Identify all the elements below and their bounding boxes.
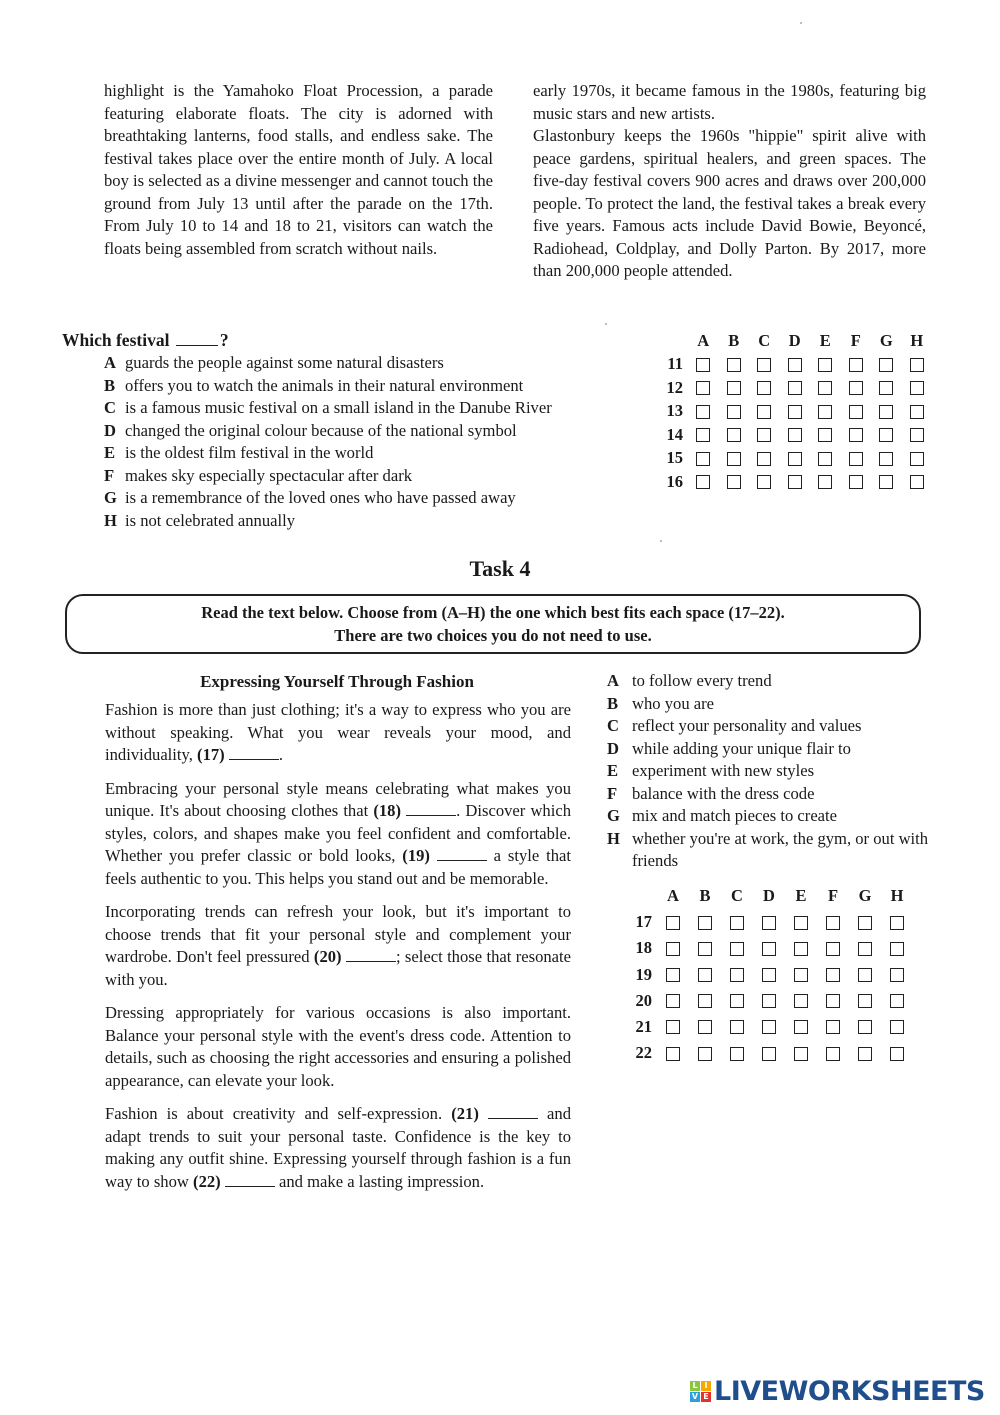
answer-checkbox-20-b[interactable] [698, 994, 712, 1008]
row-number: 21 [635, 1017, 652, 1037]
answer-checkbox-20-a[interactable] [666, 994, 680, 1008]
answer-checkbox-11-g[interactable] [879, 358, 893, 372]
grid-column-header: C [758, 330, 771, 350]
option-letter: B [607, 693, 619, 713]
answer-checkbox-21-e[interactable] [794, 1020, 808, 1034]
task3-answer-grid [657, 329, 932, 494]
answer-checkbox-21-h[interactable] [890, 1020, 904, 1034]
instruction-line-1: Read the text below. Choose from (A–H) the one which best fits each space (17–22). [201, 603, 785, 622]
option-text: to follow every trend [632, 671, 772, 690]
instruction-line-2: There are two choices you do not need to use. [334, 626, 652, 645]
answer-checkbox-20-g[interactable] [858, 994, 872, 1008]
question-blank [176, 331, 218, 346]
answer-checkbox-11-b[interactable] [727, 358, 741, 372]
logo-tile: I [701, 1381, 711, 1391]
fashion-paragraph-2 [105, 778, 571, 891]
task3-option-d [104, 420, 552, 443]
text-segment: and make a lasting impression. [279, 1171, 485, 1191]
grid-column-header: D [788, 330, 801, 350]
row-number: 18 [635, 938, 652, 958]
answer-checkbox-21-a[interactable] [666, 1020, 680, 1034]
option-letter: C [104, 398, 116, 417]
row-number: 20 [635, 990, 652, 1010]
task4-option-h [607, 828, 937, 873]
answer-checkbox-16-a[interactable] [696, 475, 710, 489]
fashion-text-title: Expressing Yourself Through Fashion [200, 672, 474, 691]
grid-row-22 [625, 1040, 913, 1066]
answer-checkbox-18-g[interactable] [858, 942, 872, 956]
gap-number-19: (19) [402, 846, 430, 865]
answer-checkbox-13-d[interactable] [788, 405, 802, 419]
answer-checkbox-22-f[interactable] [826, 1047, 840, 1061]
task4-option-e [607, 760, 937, 783]
row-number: 12 [666, 377, 683, 397]
answer-checkbox-11-e[interactable] [818, 358, 832, 372]
task4-option-c [607, 715, 937, 738]
answer-checkbox-20-c[interactable] [730, 994, 744, 1008]
answer-checkbox-22-d[interactable] [762, 1047, 776, 1061]
answer-checkbox-19-b[interactable] [698, 968, 712, 982]
answer-checkbox-12-b[interactable] [727, 381, 741, 395]
answer-checkbox-12-g[interactable] [879, 381, 893, 395]
scan-speck [800, 22, 802, 24]
task4-option-b [607, 693, 937, 716]
answer-checkbox-18-e[interactable] [794, 942, 808, 956]
answer-checkbox-14-e[interactable] [818, 428, 832, 442]
gap-blank-19 [437, 846, 487, 861]
answer-checkbox-12-h[interactable] [910, 381, 924, 395]
answer-checkbox-11-a[interactable] [696, 358, 710, 372]
fashion-text-body [105, 699, 571, 1204]
answer-checkbox-19-a[interactable] [666, 968, 680, 982]
answer-checkbox-16-d[interactable] [788, 475, 802, 489]
answer-checkbox-14-f[interactable] [849, 428, 863, 442]
festival-text-right-column [533, 80, 926, 283]
fashion-paragraph-3 [105, 901, 571, 991]
option-letter: A [607, 671, 619, 690]
task3-option-c [104, 397, 552, 420]
answer-checkbox-15-h[interactable] [910, 452, 924, 466]
answer-checkbox-19-f[interactable] [826, 968, 840, 982]
gap-blank-17 [229, 745, 279, 760]
row-number: 14 [666, 424, 683, 444]
answer-checkbox-15-f[interactable] [849, 452, 863, 466]
answer-checkbox-20-f[interactable] [826, 994, 840, 1008]
grid-row-12 [657, 376, 932, 400]
answer-checkbox-21-f[interactable] [826, 1020, 840, 1034]
task-4-heading: Task 4 [469, 556, 531, 581]
answer-checkbox-22-c[interactable] [730, 1047, 744, 1061]
grid-row-21 [625, 1014, 913, 1040]
option-letter: B [104, 375, 116, 395]
question-suffix: ? [219, 330, 229, 350]
kyoto-festival-paragraph: highlight is the Yamahoko Float Procession, a parade featuring elaborate floats. The city is adorned with breathtaking lanterns, food stalls, and endless sake. The festival takes place over the entire month of July. A local boy is selected as a divine messenger and cannot touch the ground from July 13 until after the parade on the 17th. From July 10 to 14 and 18 to 21, visitors can watch the floats being assembled from scratch without nails. [104, 81, 493, 258]
answer-checkbox-20-e[interactable] [794, 994, 808, 1008]
answer-checkbox-15-d[interactable] [788, 452, 802, 466]
grid-corner [625, 883, 657, 909]
grid-column-header: F [850, 330, 861, 350]
grid-column-header: E [819, 330, 831, 350]
option-letter: E [607, 761, 619, 780]
answer-checkbox-12-a[interactable] [696, 381, 710, 395]
grid-row-14 [657, 423, 932, 447]
task4-option-g [607, 805, 937, 828]
answer-checkbox-17-g[interactable] [858, 916, 872, 930]
answer-checkbox-17-a[interactable] [666, 916, 680, 930]
answer-checkbox-14-g[interactable] [879, 428, 893, 442]
answer-checkbox-11-c[interactable] [757, 358, 771, 372]
option-text: who you are [632, 693, 715, 713]
answer-checkbox-17-h[interactable] [890, 916, 904, 930]
option-letter: A [104, 353, 116, 372]
answer-checkbox-20-d[interactable] [762, 994, 776, 1008]
answer-checkbox-15-e[interactable] [818, 452, 832, 466]
option-text: reflect your personality and values [632, 716, 862, 735]
answer-checkbox-22-b[interactable] [698, 1047, 712, 1061]
gap-blank-21 [488, 1104, 538, 1119]
gap-number-18: (18) [373, 801, 401, 820]
gap-number-20: (20) [313, 947, 342, 966]
option-text: is the oldest film festival in the world [125, 443, 374, 462]
answer-checkbox-19-d[interactable] [762, 968, 776, 982]
answer-checkbox-11-h[interactable] [910, 358, 924, 372]
answer-checkbox-18-a[interactable] [666, 942, 680, 956]
logo-tiles-icon [690, 1381, 711, 1402]
answer-checkbox-16-f[interactable] [849, 475, 863, 489]
answer-checkbox-14-d[interactable] [788, 428, 802, 442]
scan-speck [605, 323, 607, 325]
answer-checkbox-19-h[interactable] [890, 968, 904, 982]
answer-checkbox-16-e[interactable] [818, 475, 832, 489]
answer-checkbox-12-f[interactable] [849, 381, 863, 395]
grid-column-header: C [731, 886, 743, 906]
answer-checkbox-12-e[interactable] [818, 381, 832, 395]
option-letter: G [607, 806, 620, 825]
gap-blank-18 [406, 801, 456, 816]
answer-checkbox-18-h[interactable] [890, 942, 904, 956]
grid-column-header: A [667, 886, 679, 906]
answer-checkbox-22-a[interactable] [666, 1047, 680, 1061]
fashion-paragraph-4: Dressing appropriately for various occasions is also important. Balance your personal style with the event's dress code. Attention to details, such as choosing the right accessories and ensuring a polished appearance, can elevate your look. [105, 1003, 571, 1090]
answer-checkbox-13-c[interactable] [757, 405, 771, 419]
answer-checkbox-17-f[interactable] [826, 916, 840, 930]
option-text: changed the original colour because of the national symbol [125, 420, 517, 440]
grid-column-header: B [728, 330, 740, 350]
answer-checkbox-18-d[interactable] [762, 942, 776, 956]
task3-option-f [104, 465, 552, 488]
answer-checkbox-13-e[interactable] [818, 405, 832, 419]
fashion-paragraph-5 [105, 1103, 571, 1193]
grid-row-11 [657, 353, 932, 377]
answer-checkbox-13-h[interactable] [910, 405, 924, 419]
grid-row-16 [657, 470, 932, 494]
task3-option-h [104, 510, 552, 533]
grid-row-20 [625, 988, 913, 1014]
answer-checkbox-19-g[interactable] [858, 968, 872, 982]
option-text: offers you to watch the animals in their natural environment [125, 375, 524, 395]
text-segment: Incorporating trends can refresh your look, but it's important to choose trends that fit your personal style and complement your wardrobe. Don't feel pressured [105, 902, 571, 966]
option-text: experiment with new styles [632, 761, 815, 780]
text-segment: Fashion is more than just clothing; it's a way to express who you are without speaking. What you wear reveals your mood, and individuality, [105, 700, 571, 764]
festival-text-left-column [104, 80, 493, 260]
task4-option-a [607, 670, 937, 693]
answer-checkbox-20-h[interactable] [890, 994, 904, 1008]
row-number: 15 [666, 448, 683, 468]
option-text: is a famous music festival on a small island in the Danube River [125, 398, 552, 417]
answer-checkbox-19-e[interactable] [794, 968, 808, 982]
grid-column-header: G [858, 886, 872, 906]
answer-checkbox-22-h[interactable] [890, 1047, 904, 1061]
text-segment: Embracing your personal style means celebrating what makes you unique. It's about choosing clothes that [105, 778, 571, 820]
option-text: is not celebrated annually [125, 510, 296, 530]
grid-row-17 [625, 909, 913, 935]
answer-checkbox-17-b[interactable] [698, 916, 712, 930]
text-segment: . [278, 745, 284, 764]
option-letter: D [104, 420, 116, 440]
text-segment: Fashion is about creativity and self-expression. [105, 1104, 443, 1123]
option-letter: C [607, 716, 619, 735]
option-text: guards the people against some natural disasters [125, 353, 444, 372]
option-letter: F [607, 783, 618, 803]
answer-checkbox-18-b[interactable] [698, 942, 712, 956]
option-text: mix and match pieces to create [632, 806, 838, 825]
answer-checkbox-15-g[interactable] [879, 452, 893, 466]
grid-column-header: E [795, 886, 807, 906]
answer-checkbox-14-b[interactable] [727, 428, 741, 442]
task4-option-f [607, 783, 937, 806]
answer-checkbox-16-h[interactable] [910, 475, 924, 489]
task3-options-list [104, 352, 552, 532]
answer-checkbox-21-c[interactable] [730, 1020, 744, 1034]
answer-checkbox-14-a[interactable] [696, 428, 710, 442]
row-number: 22 [635, 1043, 652, 1063]
grid-column-header: F [827, 886, 839, 906]
grid-row-13 [657, 400, 932, 424]
task3-option-b [104, 375, 552, 398]
question-prefix: Which festival [62, 330, 170, 350]
answer-checkbox-22-g[interactable] [858, 1047, 872, 1061]
text-segment: . Discover which styles, colors, and shapes make you feel confident and comfortable. Whether you prefer classic or bold looks, [105, 801, 571, 865]
grid-corner [657, 329, 688, 353]
answer-checkbox-12-d[interactable] [788, 381, 802, 395]
answer-checkbox-22-e[interactable] [794, 1047, 808, 1061]
logo-tile: L [690, 1381, 700, 1391]
answer-checkbox-21-b[interactable] [698, 1020, 712, 1034]
liveworksheets-logo [690, 1376, 985, 1407]
music-festival-paragraph: early 1970s, it became famous in the 1980s, featuring big music stars and new artists. [533, 81, 926, 123]
answer-checkbox-18-c[interactable] [730, 942, 744, 956]
fashion-paragraph-1 [105, 699, 571, 767]
grid-column-header: G [879, 330, 893, 350]
option-text: whether you're at work, the gym, or out with friends [632, 828, 929, 870]
task4-options-list [607, 670, 937, 873]
answer-checkbox-13-g[interactable] [879, 405, 893, 419]
grid-column-header: A [697, 330, 710, 350]
answer-checkbox-14-c[interactable] [757, 428, 771, 442]
option-letter: H [607, 828, 620, 848]
row-number: 13 [666, 401, 683, 421]
text-segment: and adapt trends to suit your personal taste. Confidence is the key to making any outfit shine. Expressing yourself through fashion is a fun way to show [105, 1104, 572, 1191]
glastonbury-paragraph: Glastonbury keeps the 1960s "hippie" spirit alive with peace gardens, spiritual healers, and green spaces. The five-day festival covers 900 acres and draws over 200,000 people. To protect the land, the festival takes a break every five years. Famous acts include David Bowie, Beyoncé, Radiohead, Coldplay, and Dolly Parton. By 2017, more than 200,000 people attended. [533, 126, 926, 280]
task3-option-e [104, 442, 552, 465]
logo-tile: V [691, 1392, 699, 1401]
answer-checkbox-16-c[interactable] [757, 475, 771, 489]
answer-checkbox-13-a[interactable] [696, 405, 710, 419]
grid-column-header: H [910, 330, 924, 350]
gap-number-17: (17) [197, 745, 225, 764]
text-segment: ; select those that resonate with you. [105, 947, 571, 989]
answer-checkbox-19-c[interactable] [730, 968, 744, 982]
option-letter: E [104, 443, 116, 462]
task4-answer-grid [625, 883, 913, 1066]
answer-checkbox-16-g[interactable] [879, 475, 893, 489]
task4-option-d [607, 738, 937, 761]
answer-checkbox-15-b[interactable] [727, 452, 741, 466]
gap-blank-22 [225, 1172, 275, 1187]
task3-option-g [104, 487, 552, 510]
grid-column-header: H [890, 886, 904, 906]
task3-option-a [104, 352, 552, 375]
answer-checkbox-15-c[interactable] [757, 452, 771, 466]
row-number: 17 [635, 912, 652, 932]
answer-checkbox-12-c[interactable] [757, 381, 771, 395]
grid-row-19 [625, 962, 913, 988]
answer-checkbox-11-d[interactable] [788, 358, 802, 372]
row-number: 11 [667, 354, 683, 374]
option-letter: D [607, 738, 619, 758]
option-letter: G [104, 488, 117, 507]
answer-checkbox-15-a[interactable] [696, 452, 710, 466]
answer-checkbox-21-d[interactable] [762, 1020, 776, 1034]
answer-checkbox-13-b[interactable] [727, 405, 741, 419]
grid-row-18 [625, 935, 913, 961]
scan-speck [660, 540, 662, 542]
grid-column-header: B [699, 886, 711, 906]
option-letter: H [104, 510, 117, 530]
row-number: 19 [635, 964, 652, 984]
which-festival-question [62, 330, 229, 351]
gap-blank-20 [346, 947, 396, 962]
row-number: 16 [666, 471, 683, 491]
answer-checkbox-17-e[interactable] [794, 916, 808, 930]
answer-checkbox-17-c[interactable] [730, 916, 744, 930]
answer-checkbox-16-b[interactable] [727, 475, 741, 489]
logo-tile: E [701, 1392, 711, 1402]
option-text: while adding your unique flair to [632, 738, 851, 758]
answer-checkbox-13-f[interactable] [849, 405, 863, 419]
option-text: makes sky especially spectacular after dark [125, 465, 413, 485]
grid-column-header: D [763, 886, 775, 906]
answer-checkbox-14-h[interactable] [910, 428, 924, 442]
answer-checkbox-17-d[interactable] [762, 916, 776, 930]
option-letter: F [104, 465, 115, 485]
answer-checkbox-21-g[interactable] [858, 1020, 872, 1034]
grid-row-15 [657, 447, 932, 471]
option-text: balance with the dress code [632, 783, 815, 803]
brand-name: LIVEWORKSHEETS [714, 1376, 985, 1407]
task-4-instructions-box [65, 594, 921, 654]
answer-checkbox-18-f[interactable] [826, 942, 840, 956]
gap-number-21: (21) [451, 1104, 479, 1123]
text-segment: a style that feels authentic to you. This helps you stand out and be memorable. [105, 846, 571, 888]
answer-checkbox-11-f[interactable] [849, 358, 863, 372]
gap-number-22: (22) [193, 1171, 221, 1191]
option-text: is a remembrance of the loved ones who have passed away [125, 488, 516, 507]
